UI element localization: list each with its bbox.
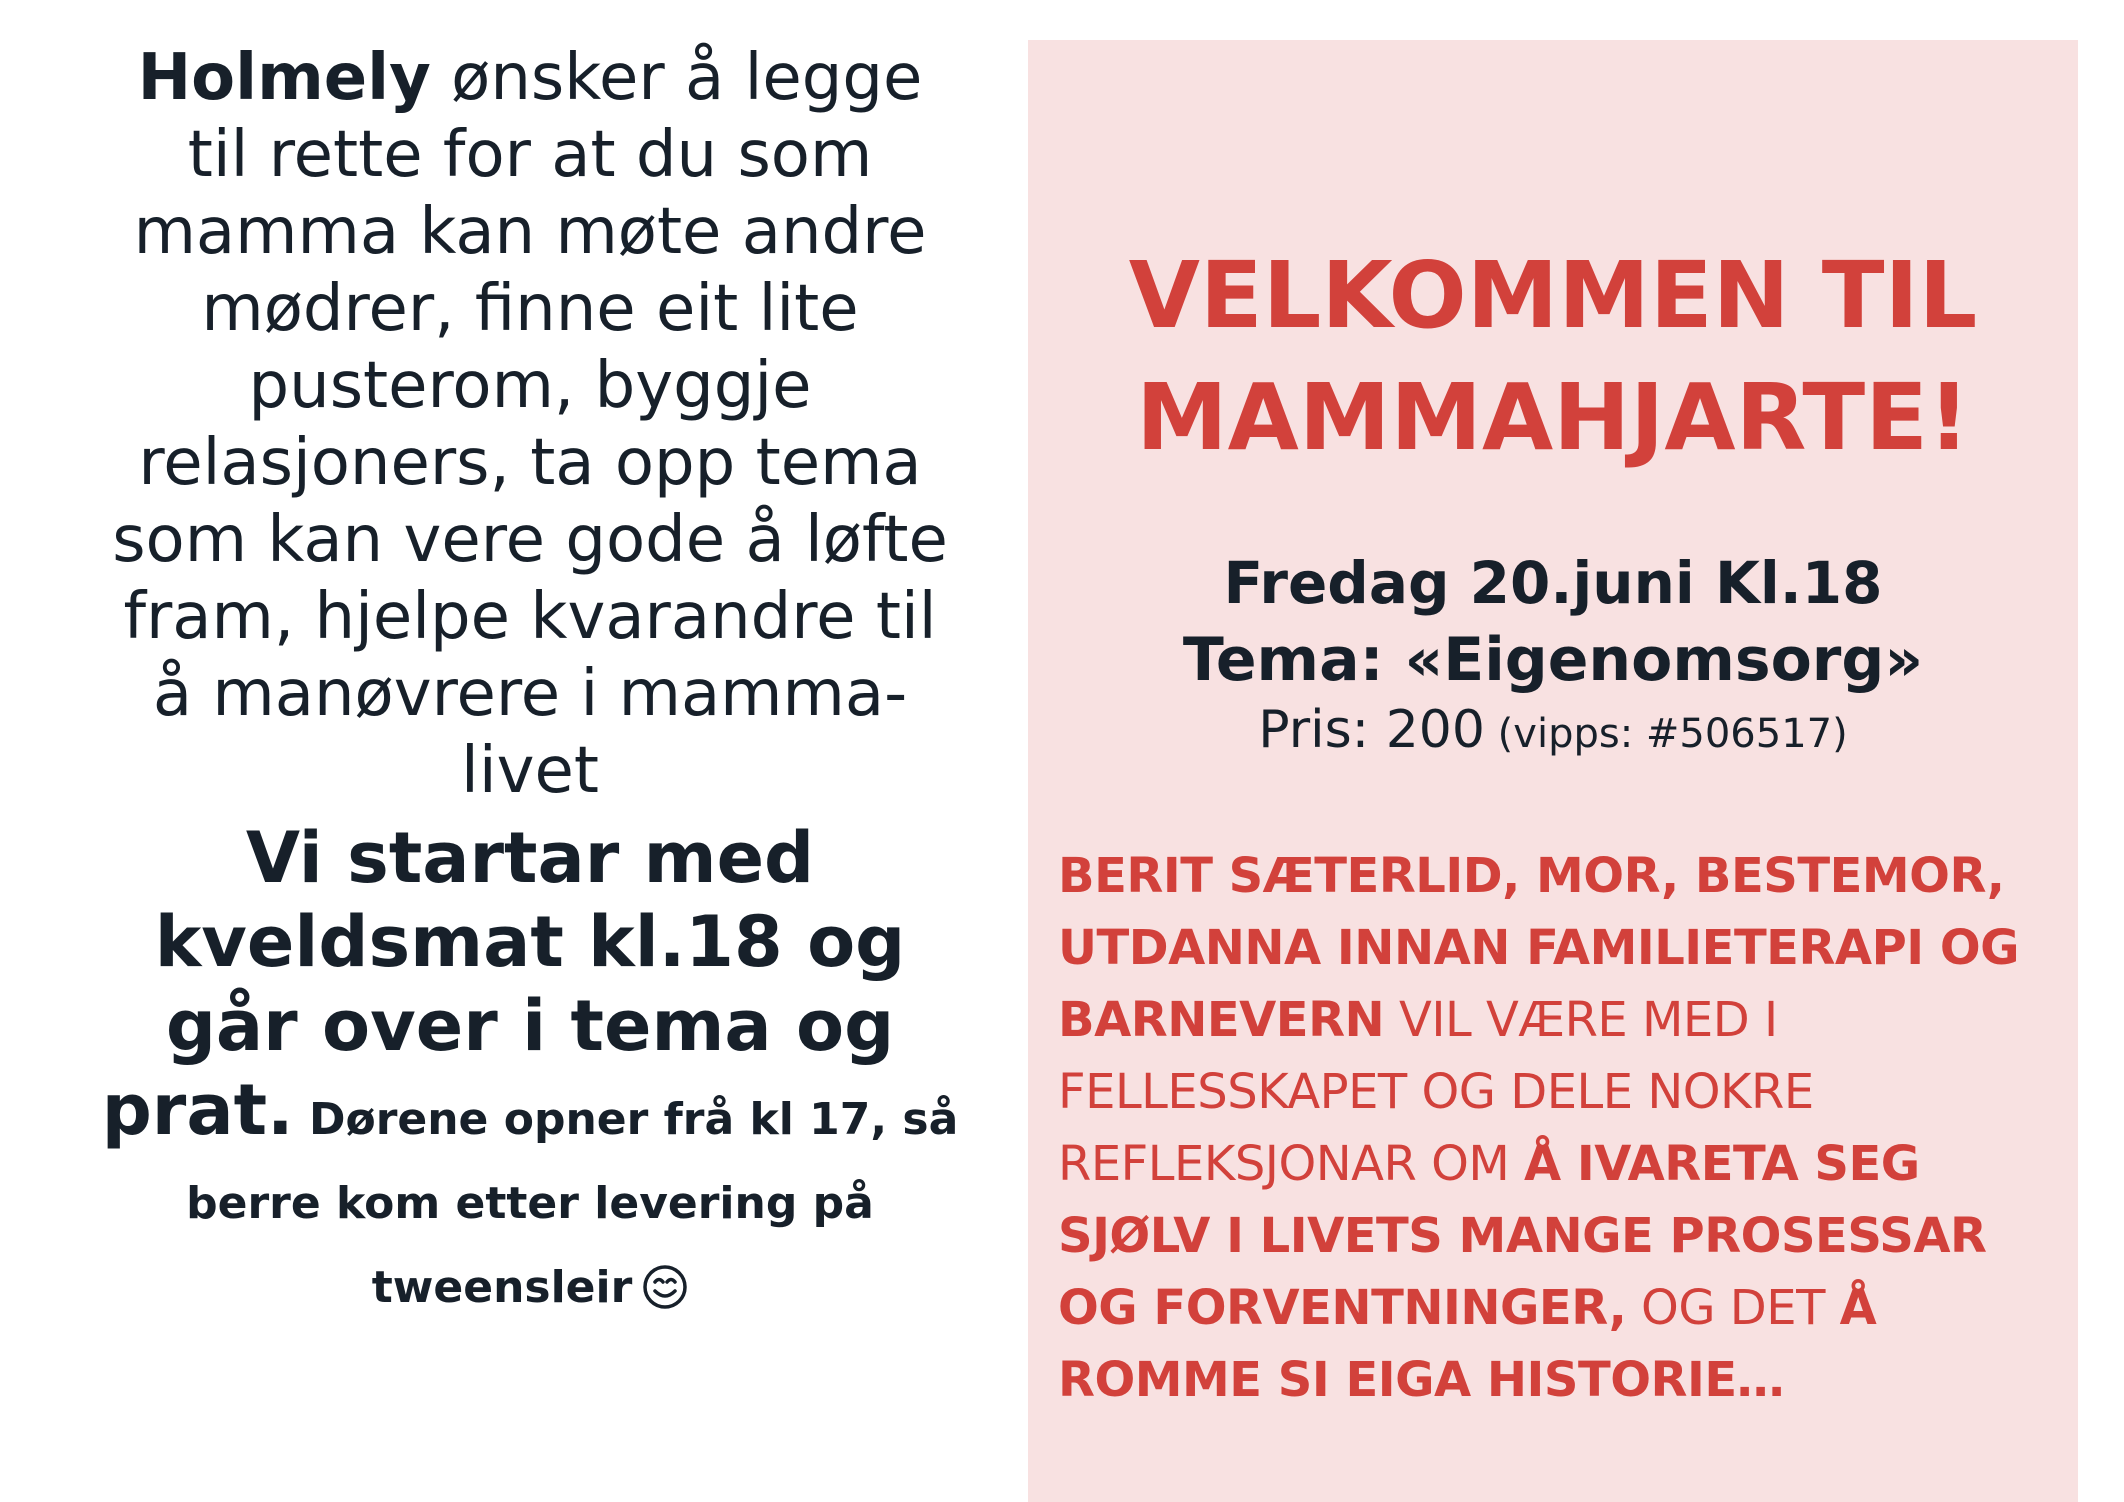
doors-text: Dørene opner frå kl 17, så berre kom etter levering på tweensleir xyxy=(186,1094,959,1313)
event-price xyxy=(1028,699,2078,765)
event-theme: Tema: «Eigenomsorg» xyxy=(1182,625,1924,695)
brand-name: Holmely xyxy=(137,41,431,115)
welcome-heading xyxy=(1028,235,2078,479)
smiley-face-icon xyxy=(642,1244,688,1328)
welcome-line-2: MAMMAHJARTE! xyxy=(1136,364,1970,471)
startar-text: Vi startar med kveldsmat kl.18 og går over i tema og prat. xyxy=(101,817,906,1151)
event-date: Fredag 20.juni Kl.18 xyxy=(1223,549,1883,617)
speaker-segment: Å IVARETA SEG SJØLV I LIVETS MANGE PROSESSAR OG FORVENTNINGER, xyxy=(1058,1136,1987,1336)
speaker-description xyxy=(1058,840,2058,1416)
intro-text: ønsker å legge til rette for at du som mamma kan møte andre mødrer, finne eit lite pusterom, byggje relasjoners, ta opp tema som kan vere gode å løfte fram, hjelpe kvarandre til å manøvrere i mamma-livet xyxy=(112,41,948,808)
left-column xyxy=(100,40,960,1328)
speaker-segment: BERIT SÆTERLID, MOR, BESTEMOR, UTDANNA INNAN FAMILIETERAPI OG BARNEVERN xyxy=(1058,848,2020,1048)
speaker-segment: VIL VÆRE MED I FELLESSKAPET OG DELE NOKRE REFLEKSJONAR OM xyxy=(1058,992,1814,1192)
price-text: Pris: 200 xyxy=(1258,700,1485,760)
startar-paragraph xyxy=(100,816,960,1328)
event-details xyxy=(1028,545,2078,765)
vipps-number: (vipps: #506517) xyxy=(1484,711,1848,757)
intro-paragraph xyxy=(100,40,960,810)
event-panel xyxy=(1028,40,2078,1502)
speaker-segment: OG DET xyxy=(1626,1280,1840,1336)
speaker-segment: Å ROMME SI EIGA HISTORIE… xyxy=(1058,1280,1877,1408)
welcome-line-1: VELKOMMEN TIL xyxy=(1128,242,1978,349)
